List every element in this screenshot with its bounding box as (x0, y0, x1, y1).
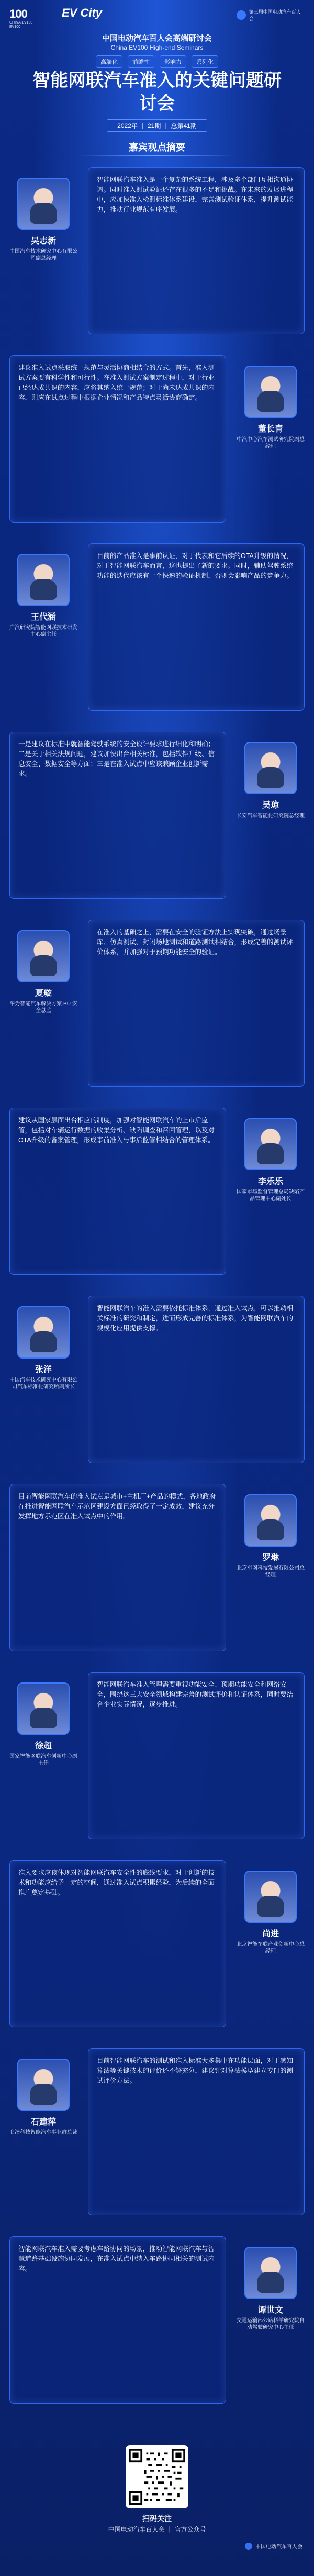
guest-quote-text: 建议准入试点采取统一规范与灵活协商相结合的方式。首先，准入测试方案要有科学性和可行性。在准入测试方案制定过程中，对于行业已经达成共识的内容，应将其纳入统一规范；对于尚未达成共识的内容，则应在试点过程中根据企业情况和产品特点灵活协商确定。 (18, 364, 215, 401)
guest-profile[interactable] (9, 1682, 77, 1767)
guest-section (9, 2048, 305, 2226)
brand-icon (245, 2543, 252, 2550)
guest-quote-card (9, 2236, 226, 2404)
scan-subtitle: 中国电动汽车百人会 ｜ 官方公众号 (108, 2526, 206, 2533)
issue-separator: | (165, 122, 167, 129)
guest-section (9, 732, 305, 909)
guest-profile[interactable] (237, 2247, 305, 2331)
guest-quote-text: 智能网联汽车准入需要考虑车路协同的场景，推动智能网联汽车与智慧道路基础设施协同发展，在准入试点中纳入车路协同相关的测试内容。 (18, 2245, 215, 2272)
partner-logo-text: 第三届中国电动汽车百人会 (249, 9, 301, 21)
qr-code[interactable] (126, 2445, 188, 2508)
ev-city-logo-mark: EV City (62, 6, 103, 19)
ev100-logo-sub: CHINA EV100 EV100 (9, 21, 33, 29)
guest-quote-text: 一是建议在标准中就智能驾驶系统的安全设计要求进行细化和明确；二是关于相关法规问题，建议加快出台相关标准，包括软件升级、信息安全、数据安全等方面；三是在准入试点中应该兼顾企业创新需求。 (18, 740, 215, 778)
guest-section (9, 920, 305, 1097)
guest-name: 尚进 (262, 1930, 279, 1939)
page-title: 智能网联汽车准入的关键问题研讨会 (32, 71, 282, 113)
guest-name: 夏璇 (35, 989, 52, 998)
guest-section (9, 2236, 305, 2414)
ev100-logo-mark: 100 (9, 7, 27, 20)
guest-title: 交通运输部公路科学研究院自动驾驶研究中心主任 (237, 2318, 305, 2330)
guest-section (9, 1296, 305, 1473)
guest-quote-text: 目前智能网联汽车的准入试点是城市+主机厂+产品的模式，各地政府在推进智能网联汽车示范区建设方面已经取得了一定成效，建议充分发挥地方示范区在准入试点中的作用。 (18, 1493, 216, 1520)
guest-quote-text: 建议从国家层面出台相应的制度，加强对智能网联汽车的上市后监管，包括对车辆运行数据的收集分析、缺陷调查和召回管理，以及对OTA升级的备案管理，形成事前准入与事后监管相结合的管理体系。 (18, 1117, 215, 1144)
avatar (17, 930, 70, 982)
guest-quote-card (88, 1672, 305, 1839)
issue-total: 总第41期 (171, 122, 197, 130)
summary-heading-underline (78, 155, 236, 156)
guest-quote-text: 智能网联汽车准入是一个复杂的系统工程，涉及多个部门互相沟通协调。同时准入测试验证还存在很多的不足和挑战。在未来的发展进程中，应加快准入检测标准体系建设，完善测试验证体系，提升测试能力，推动行业规范有序发展。 (97, 176, 294, 213)
guest-name: 王代涵 (30, 613, 56, 622)
guest-title: 中汽中心汽车测试研究院副总经理 (237, 437, 305, 449)
avatar (244, 1871, 297, 1923)
guest-section (9, 167, 305, 345)
issue-number: 21期 (147, 122, 161, 130)
footer-brand[interactable] (245, 2542, 302, 2550)
avatar (17, 178, 70, 230)
guest-title: 华为智能汽车解决方案 BU 安全总监 (9, 1001, 77, 1014)
guest-quote-card (88, 1296, 305, 1463)
guest-name: 张洋 (35, 1365, 52, 1374)
avatar (244, 2247, 297, 2299)
tag-item: 系列化 (192, 55, 218, 68)
guest-quote-card (9, 732, 226, 899)
tag-item: 前瞻性 (128, 55, 154, 68)
guest-quote-text: 在准入的基础之上，需要在安全的验证方法上实现突破，通过场景库、仿真测试、封闭场地测试和道路测试相结合，形成完善的测试评价体系，并加强对于预期功能安全的验证。 (97, 929, 294, 956)
guest-title: 北京车网科技发展有限公司总经理 (237, 1565, 305, 1578)
guest-section (9, 1860, 305, 2038)
seminar-title: 中国电动汽车百人会高端研讨会 (102, 34, 212, 43)
guest-quote-text: 智能网联汽车准入管理需要重视功能安全、预期功能安全和网络安全，围绕这三大安全领域构建完善的测试评价和认证体系，同时要结合企业实际情况，逐步推进。 (97, 1681, 294, 1708)
guest-quote-card (9, 1484, 226, 1651)
guest-quote-card (9, 1108, 226, 1275)
guest-profile[interactable] (9, 1306, 77, 1390)
guest-section (9, 543, 305, 721)
guest-name: 董长青 (257, 425, 283, 434)
guest-profile[interactable] (237, 366, 305, 450)
avatar (17, 554, 70, 606)
guest-name: 李乐乐 (257, 1177, 283, 1186)
guest-section (9, 1108, 305, 1285)
tag-item: 高端化 (96, 55, 122, 68)
issue-year: 2022年 (117, 122, 138, 130)
ev-city-logo[interactable] (62, 6, 125, 22)
guest-name: 谭世文 (257, 2306, 283, 2315)
avatar (17, 1682, 70, 1735)
partner-logo-icon (237, 10, 246, 20)
guest-title: 中国汽车技术研究中心有限公司汽车标准化研究所副所长 (9, 1377, 77, 1390)
qr-code-icon (129, 2449, 185, 2505)
guest-title: 国家智能网联汽车创新中心副主任 (9, 1754, 77, 1766)
guest-title: 广汽研究院智能网联技术研发中心副主任 (9, 625, 77, 637)
guest-quote-card (88, 543, 305, 711)
guest-quote-card (88, 167, 305, 334)
guest-quote-card (9, 355, 226, 523)
header-section (0, 0, 314, 131)
guest-quote-text: 目前的产品准入是事前认证，对于代表和它后续的OTA升级的情况，对于智能网联汽车而言，这也提出了新的要求。同时，辅助驾驶系统功能的迭代应该有一个快速的验证机制，否则会影响产品的竞争力。 (97, 552, 294, 579)
guest-section (9, 1484, 305, 1662)
avatar (244, 1494, 297, 1547)
guest-profile[interactable] (237, 1871, 305, 1955)
guest-name: 石建萍 (30, 2118, 56, 2127)
guest-quote-text: 智能网联汽车的准入需要依托标准体系，通过准入试点，可以推动相关标准的研究和制定，进而形成完善的标准体系，为智能网联汽车的规模化应用提供支撑。 (97, 1305, 294, 1332)
seminar-subtitle: China EV100 High-end Seminars (110, 44, 204, 51)
guest-quote-text: 目前智能网联汽车的测试和准入标准大多集中在功能层面，对于感知算法等关键技术的评价还不够充分，建议针对算法模型建立专门的测试评价方法。 (97, 2057, 294, 2084)
guest-title: 中国汽车技术研究中心有限公司副总经理 (9, 249, 77, 261)
footer-brand-text: 中国电动汽车百人会 (255, 2544, 302, 2550)
guest-section (9, 355, 305, 533)
guest-title: 国家市场监督管理总局缺陷产品管理中心副处长 (237, 1189, 305, 1202)
partner-logo[interactable] (237, 8, 305, 22)
guest-name: 吴琼 (262, 801, 279, 810)
footer (0, 2435, 314, 2576)
guest-name: 徐超 (35, 1742, 52, 1750)
guest-quote-card (88, 2048, 305, 2215)
guest-quote-text: 准入要求应该体现对智能网联汽车安全性的底线要求，对于创新的技术和功能应给予一定的空间，通过准入试点积累经验，为后续的全面推广奠定基础。 (18, 1869, 215, 1896)
guest-profile[interactable] (237, 1494, 305, 1579)
guest-name: 吴志新 (30, 237, 56, 246)
scan-title: 扫码关注 (142, 2514, 172, 2523)
avatar (17, 1306, 70, 1359)
issue-info (107, 119, 207, 132)
avatar (244, 366, 297, 418)
avatar (244, 1118, 297, 1170)
tag-list (0, 55, 314, 68)
tag-item: 影响力 (160, 55, 186, 68)
avatar (244, 742, 297, 794)
issue-separator: | (141, 122, 143, 129)
guest-quote-card (9, 1860, 226, 2027)
guest-title: 商汤科技智能汽车事业群总裁 (9, 2130, 77, 2136)
guest-profile[interactable] (237, 742, 305, 819)
guest-title: 长安汽车智能化研究院总经理 (237, 813, 305, 819)
guest-profile[interactable] (9, 2059, 77, 2136)
guest-quote-card (88, 920, 305, 1087)
summary-heading: 嘉宾观点摘要 (129, 142, 185, 153)
guest-title: 北京智能车联产业创新中心总经理 (237, 1942, 305, 1954)
guest-section (9, 1672, 305, 1850)
avatar (17, 2059, 70, 2111)
guest-name: 罗琳 (262, 1553, 279, 1562)
guest-profile[interactable] (9, 930, 77, 1014)
ev100-logo[interactable] (9, 7, 41, 29)
guest-profile[interactable] (9, 178, 77, 262)
guest-profile[interactable] (9, 554, 77, 638)
guest-profile[interactable] (237, 1118, 305, 1202)
